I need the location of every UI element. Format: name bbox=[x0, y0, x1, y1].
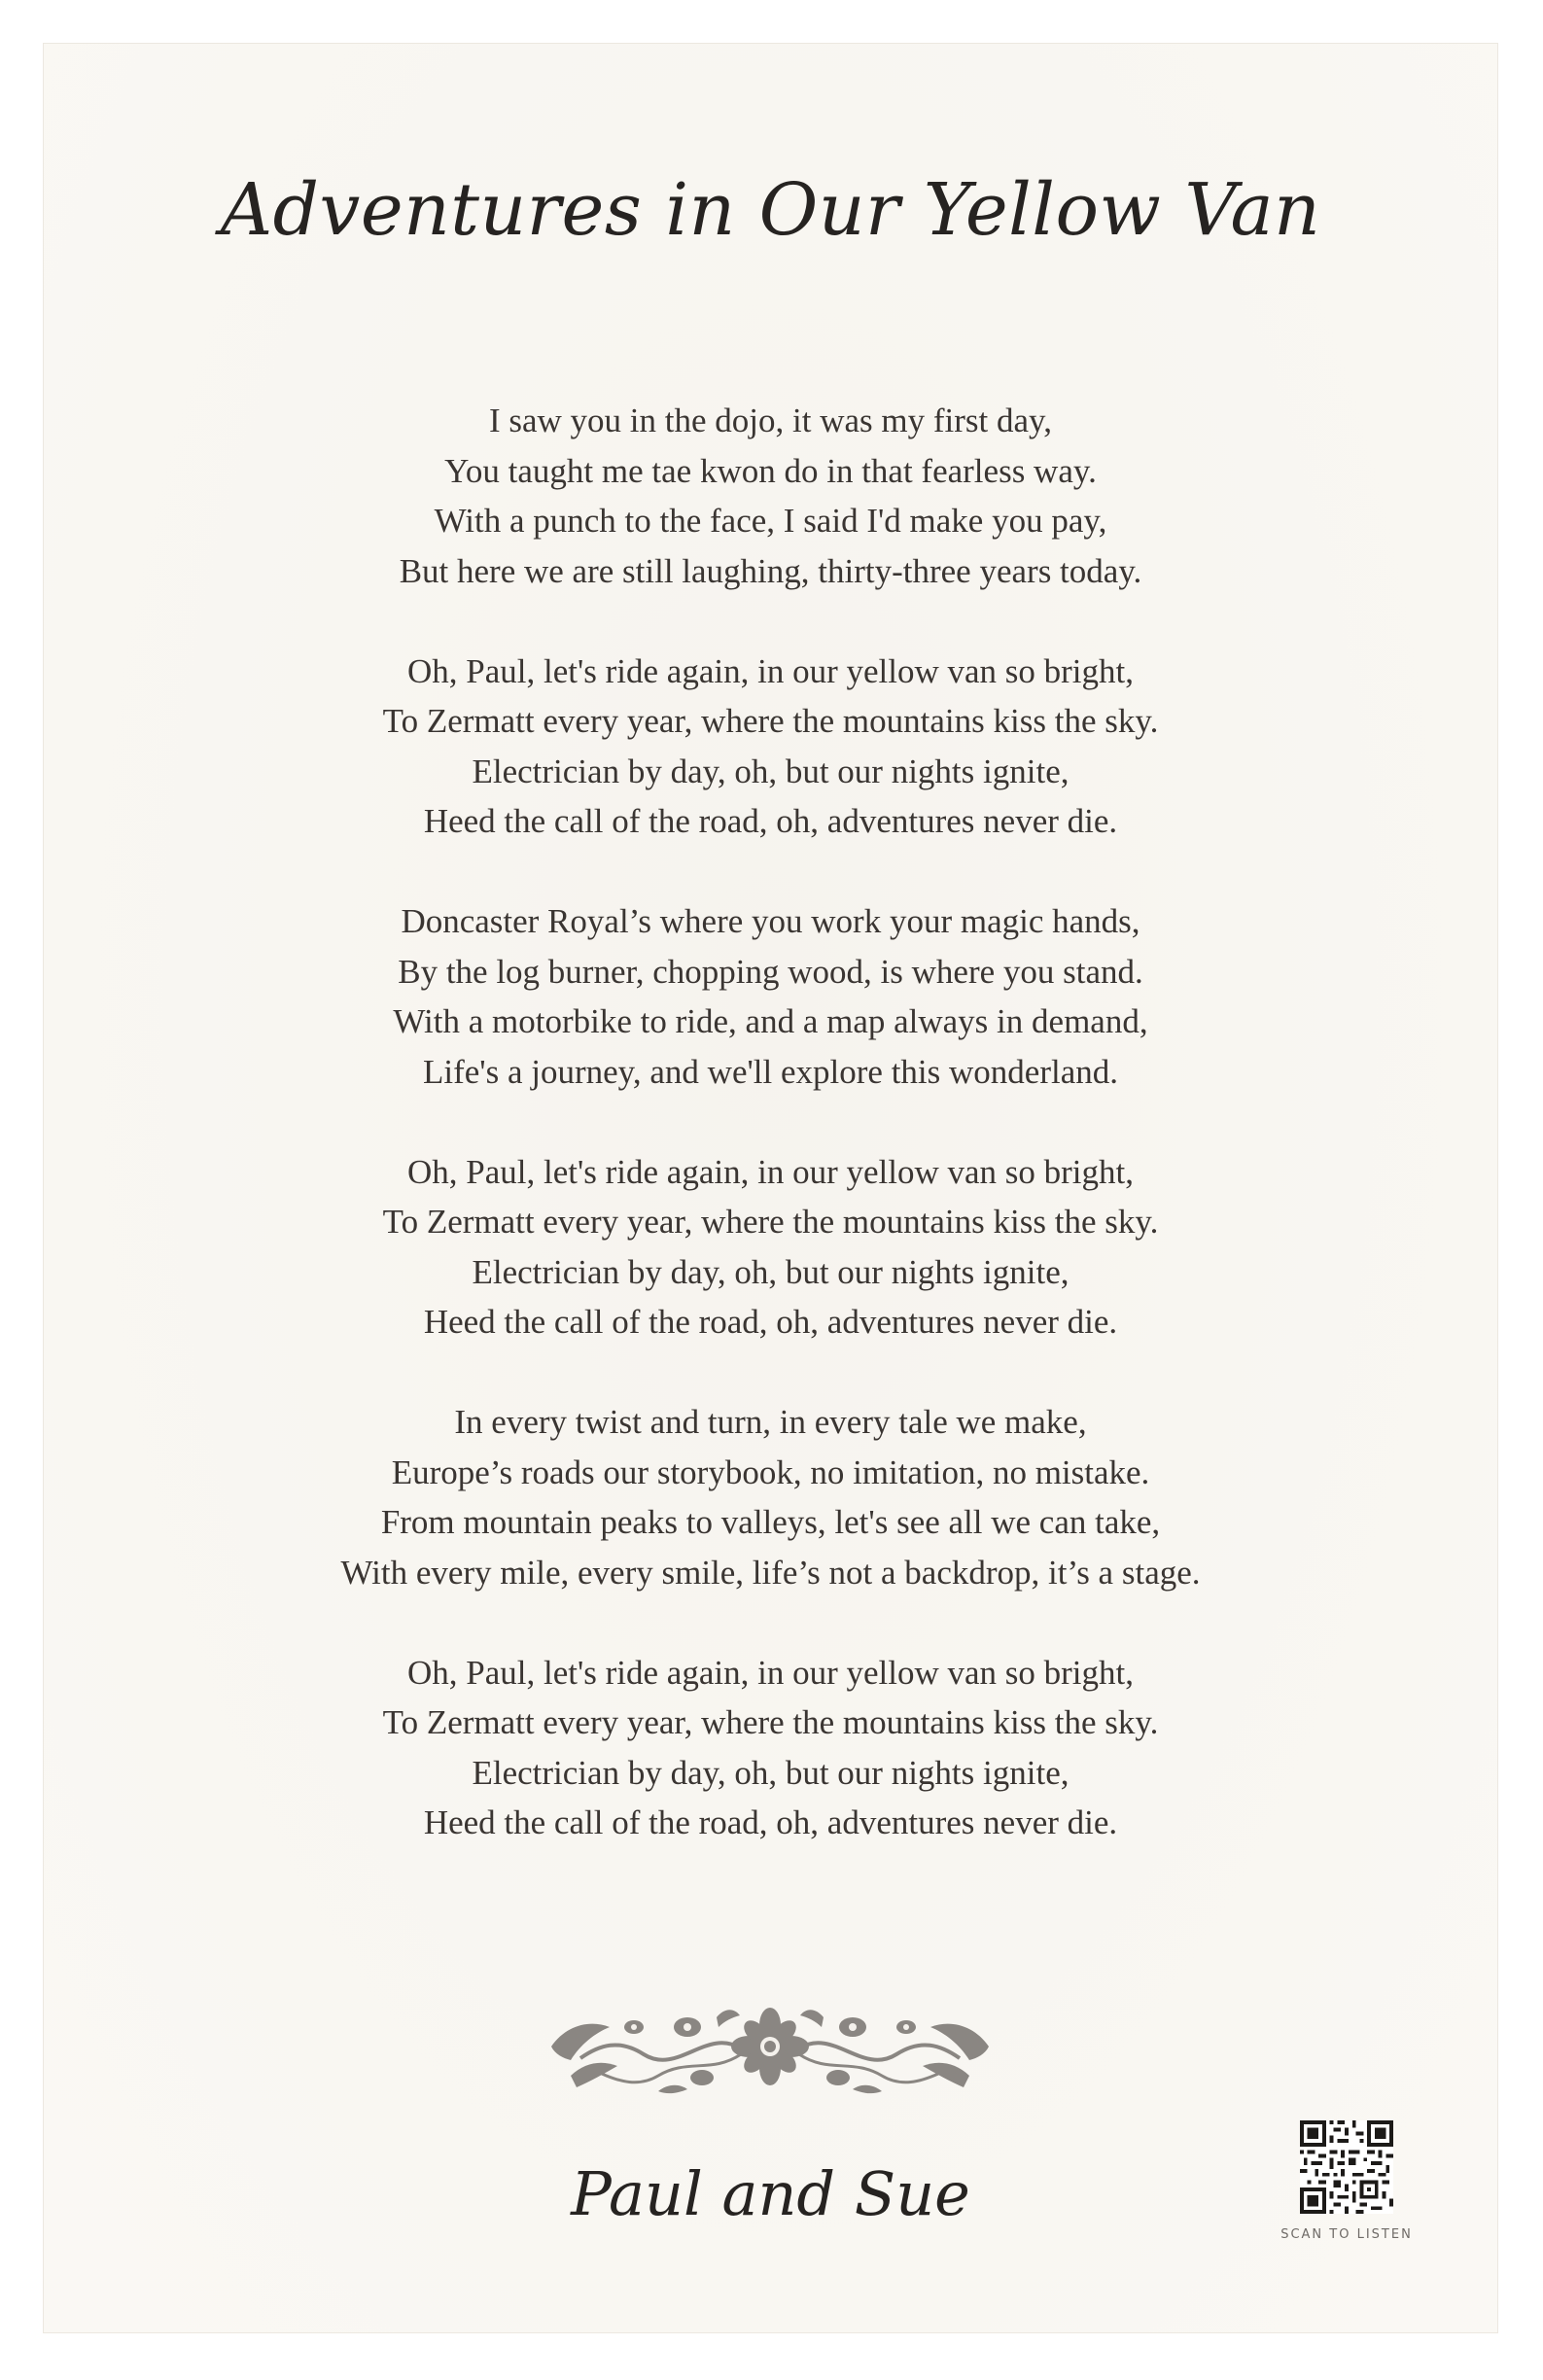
poem-body bbox=[44, 396, 1497, 1898]
poem-line: Doncaster Royal’s where you work your magic hands, bbox=[401, 902, 1140, 940]
stanza-6-chorus bbox=[44, 1648, 1497, 1848]
poem-line: Oh, Paul, let's ride again, in our yellow van so bright, bbox=[406, 1152, 1134, 1191]
poem-title: Adventures in Our Yellow Van bbox=[220, 168, 1321, 252]
stanza-1 bbox=[44, 396, 1497, 596]
poem-line: Electrician by day, oh, but our nights ignite, bbox=[472, 1252, 1070, 1291]
poem-line: To Zermatt every year, where the mountains kiss the sky. bbox=[382, 1203, 1159, 1241]
poem-poster bbox=[43, 43, 1498, 2333]
poem-line: Electrician by day, oh, but our nights ignite, bbox=[472, 752, 1070, 790]
poem-line: Europe’s roads our storybook, no imitation, no mistake. bbox=[391, 1452, 1150, 1491]
poem-line: To Zermatt every year, where the mountains kiss the sky. bbox=[382, 1703, 1159, 1741]
poem-line: But here we are still laughing, thirty-three years today. bbox=[399, 551, 1142, 590]
poem-line: By the log burner, chopping wood, is where you stand. bbox=[398, 952, 1143, 991]
poem-line: Heed the call of the road, oh, adventures never die. bbox=[423, 802, 1118, 840]
poem-line: I saw you in the dojo, it was my first day, bbox=[488, 402, 1053, 439]
signature: Paul and Sue bbox=[571, 2158, 970, 2229]
poem-line: Heed the call of the road, oh, adventures never die. bbox=[423, 1803, 1118, 1841]
poem-line: Life's a journey, and we'll explore this wonderland. bbox=[423, 1052, 1118, 1091]
stanza-3 bbox=[44, 896, 1497, 1097]
poem-line: With a motorbike to ride, and a map always in demand, bbox=[393, 1002, 1148, 1040]
poem-line: In every twist and turn, in every tale we make, bbox=[454, 1403, 1087, 1441]
stanza-5 bbox=[44, 1397, 1497, 1597]
floral-divider-icon bbox=[542, 1998, 999, 2105]
qr-block[interactable] bbox=[1269, 2120, 1424, 2242]
poem-line: You taught me tae kwon do in that fearless way. bbox=[444, 451, 1097, 490]
qr-code-icon[interactable] bbox=[1300, 2120, 1393, 2214]
poem-line: Heed the call of the road, oh, adventures never die. bbox=[423, 1303, 1118, 1341]
poem-line: Oh, Paul, let's ride again, in our yellow van so bright, bbox=[406, 651, 1134, 690]
poem-line: Oh, Paul, let's ride again, in our yellow van so bright, bbox=[406, 1653, 1134, 1692]
poem-line: From mountain peaks to valleys, let's see all we can take, bbox=[380, 1503, 1161, 1541]
poem-line: Electrician by day, oh, but our nights ignite, bbox=[472, 1753, 1070, 1792]
poem-line: With a punch to the face, I said I'd make you pay, bbox=[434, 502, 1107, 540]
qr-caption: SCAN TO LISTEN bbox=[1280, 2227, 1413, 2242]
stanza-2-chorus bbox=[44, 647, 1497, 847]
poem-line: With every mile, every smile, life’s not a backdrop, it’s a stage. bbox=[340, 1553, 1201, 1592]
stanza-4-chorus bbox=[44, 1147, 1497, 1348]
poem-line: To Zermatt every year, where the mountains kiss the sky. bbox=[382, 702, 1159, 740]
